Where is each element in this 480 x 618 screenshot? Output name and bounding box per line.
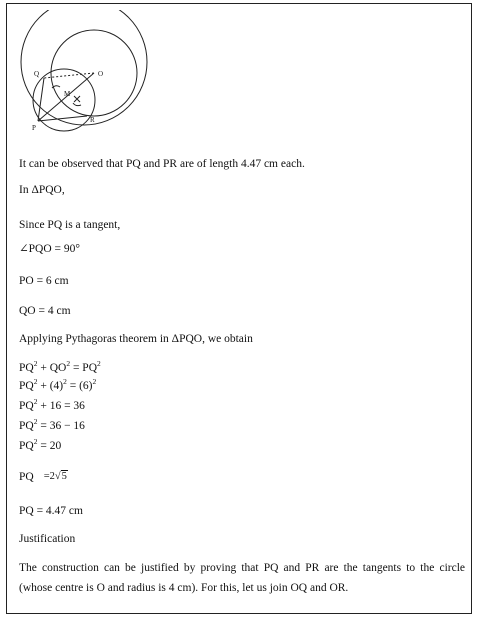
- equation-5: $PQ^2 = 20$: [19, 437, 62, 452]
- label-o: O: [98, 70, 104, 78]
- equation-3: $PQ^2 + 16 = 36$: [19, 397, 85, 412]
- equation-2: $PQ^2 + (4)^2 = (6)^2$: [19, 377, 97, 392]
- equation-4: $PQ^2 = 36 - 16$: [19, 417, 85, 432]
- arc-mark-2: [73, 103, 81, 106]
- equation-6: PQ =2√5: [19, 471, 67, 483]
- label-r: R: [90, 116, 95, 124]
- justification-paragraph: The construction can be justified by proving that PQ and PR are the tangents to the circle (whose centre is O and radius is 4 cm). For this, let us join OQ and OR.: [19, 562, 465, 594]
- construction-figure: [12, 10, 162, 135]
- angle-text: ∠PQO = 90°: [19, 243, 80, 255]
- segment-pr: [38, 116, 87, 121]
- pythagoras-text: Applying Pythagoras theorem in ΔPQO, we obtain: [19, 333, 253, 345]
- bisector-cross: [74, 96, 80, 102]
- in-pqo-text: In ΔPQO,: [19, 184, 65, 196]
- segment-pq: [38, 78, 44, 121]
- justification-heading: Justification: [19, 533, 76, 545]
- equation-1: $PQ^2 + QO^2 = PQ^2$: [19, 359, 101, 374]
- qo-text: QO = 4 cm: [19, 305, 71, 317]
- po-text: PO = 6 cm: [19, 275, 69, 287]
- sqrt-expression: =2√5: [43, 471, 67, 482]
- label-m: M: [64, 90, 71, 98]
- label-p: P: [32, 124, 36, 132]
- tangent-text: Since PQ is a tangent,: [19, 219, 121, 231]
- observation-text: It can be observed that PQ and PR are of length 4.47 cm each.: [19, 158, 305, 170]
- pq-final-text: PQ = 4.47 cm: [19, 505, 83, 517]
- label-q: Q: [34, 70, 40, 78]
